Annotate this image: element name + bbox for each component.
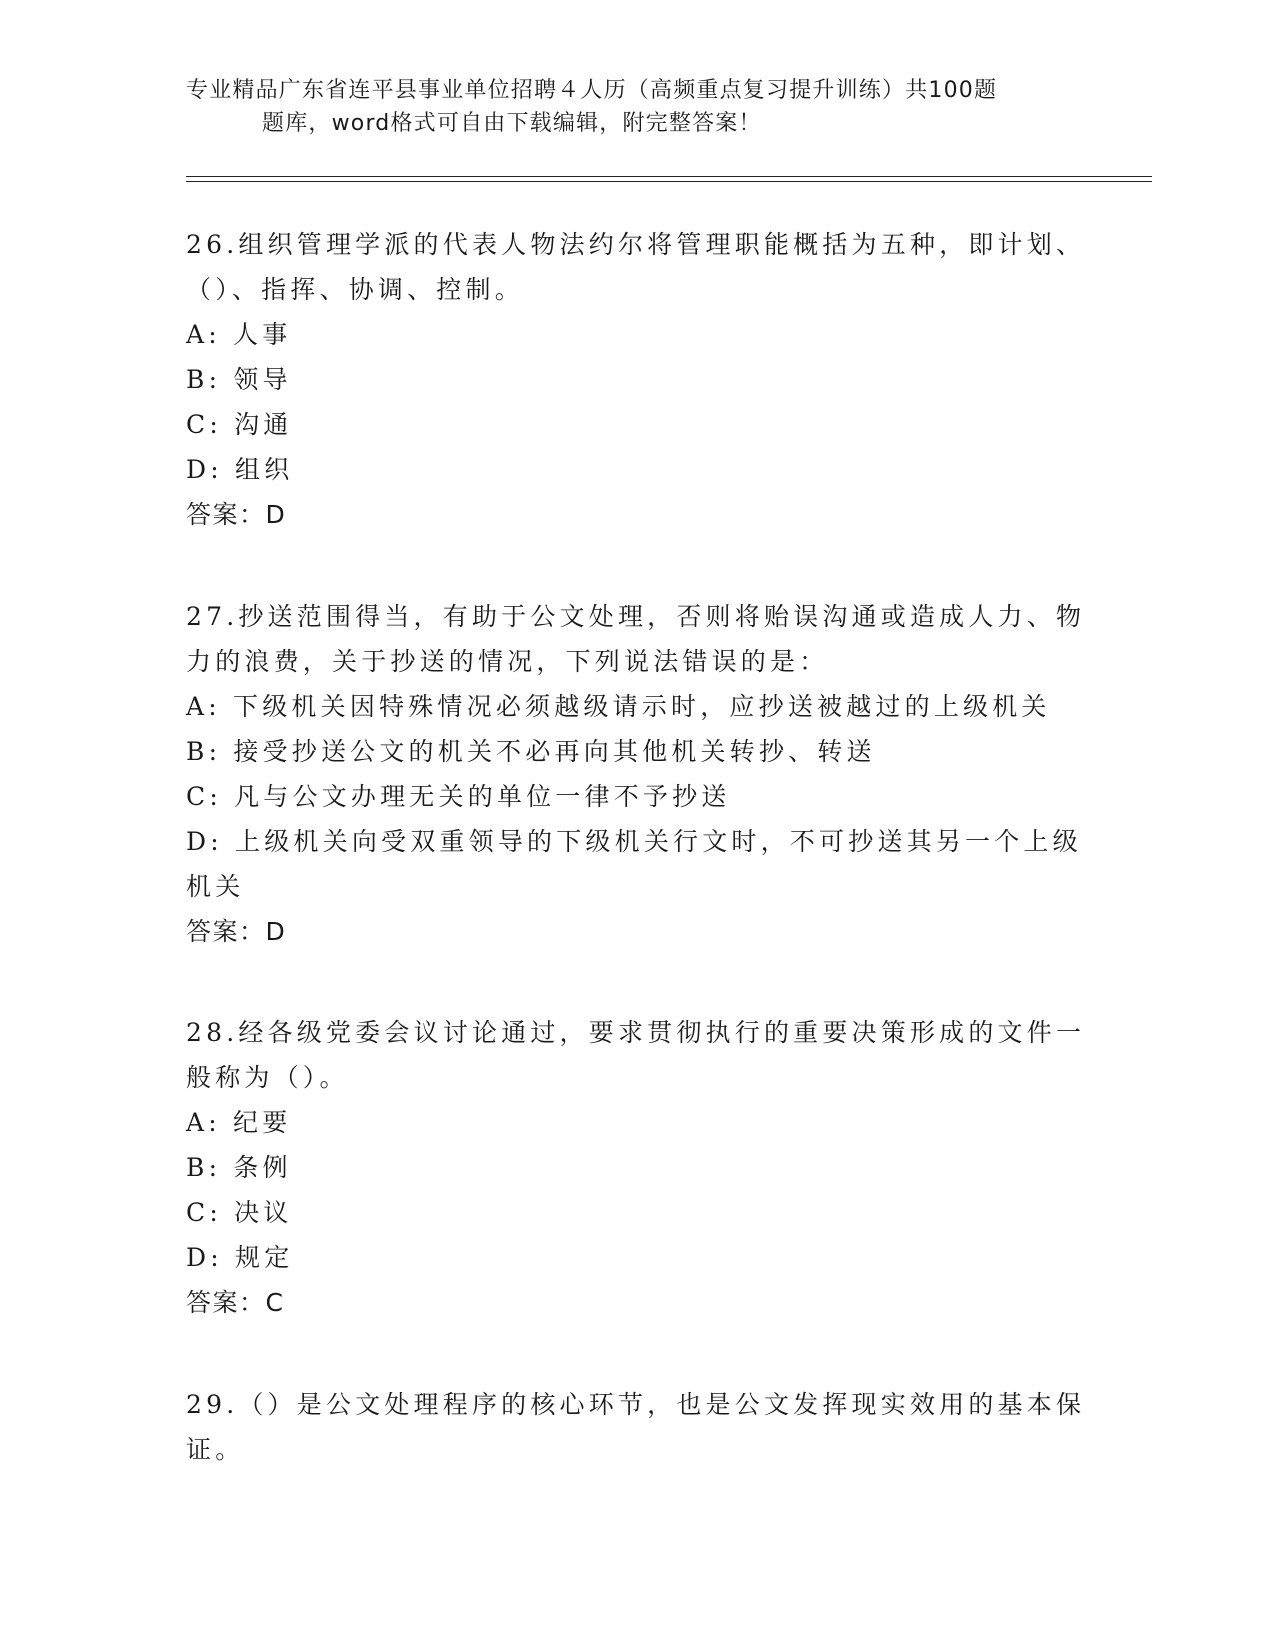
header-line-1: 专业精品广东省连平县事业单位招聘４人历（高频重点复习提升训练）共100题 xyxy=(186,78,998,103)
option-b: B: 条例 xyxy=(186,1153,292,1182)
option-a: A: 下级机关因特殊情况必须越级请示时，应抄送被越过的上级机关 xyxy=(186,692,1051,721)
header-line-2: 题库，word格式可自由下载编辑，附完整答案！ xyxy=(262,111,762,136)
question-26 xyxy=(186,222,1086,537)
answer-text: 答案：C xyxy=(186,1288,285,1317)
option-c: C: 沟通 xyxy=(186,410,293,439)
question-29 xyxy=(186,1382,1086,1472)
option-c: C: 凡与公文办理无关的单位一律不予抄送 xyxy=(186,782,731,811)
option-d: D: 上级机关向受双重领导的下级机关行文时，不可抄送其另一个上级机关 xyxy=(186,827,1082,901)
option-b: B: 领导 xyxy=(186,365,292,394)
question-stem: 29.（）是公文处理程序的核心环节，也是公文发挥现实效用的基本保证。 xyxy=(186,1390,1086,1464)
question-stem: 26.组织管理学派的代表人物法约尔将管理职能概括为五种，即计划、（）、指挥、协调、控制。 xyxy=(186,230,1086,304)
question-stem: 27.抄送范围得当，有助于公文处理，否则将贻误沟通或造成人力、物力的浪费，关于抄送的情况，下列说法错误的是： xyxy=(186,602,1086,676)
document-header xyxy=(186,74,1066,140)
header-divider-bottom xyxy=(186,181,1152,182)
option-d: D: 规定 xyxy=(186,1243,294,1272)
answer-text: 答案：D xyxy=(186,500,287,529)
option-a: A: 人事 xyxy=(186,320,292,349)
option-d: D: 组织 xyxy=(186,455,294,484)
header-divider-top xyxy=(186,176,1152,177)
option-c: C: 决议 xyxy=(186,1198,293,1227)
question-27 xyxy=(186,594,1086,954)
option-a: A: 纪要 xyxy=(186,1108,292,1137)
question-28 xyxy=(186,1010,1086,1325)
option-b: B: 接受抄送公文的机关不必再向其他机关转抄、转送 xyxy=(186,737,876,766)
question-stem: 28.经各级党委会议讨论通过，要求贯彻执行的重要决策形成的文件一般称为（）。 xyxy=(186,1018,1086,1092)
answer-text: 答案：D xyxy=(186,917,287,946)
